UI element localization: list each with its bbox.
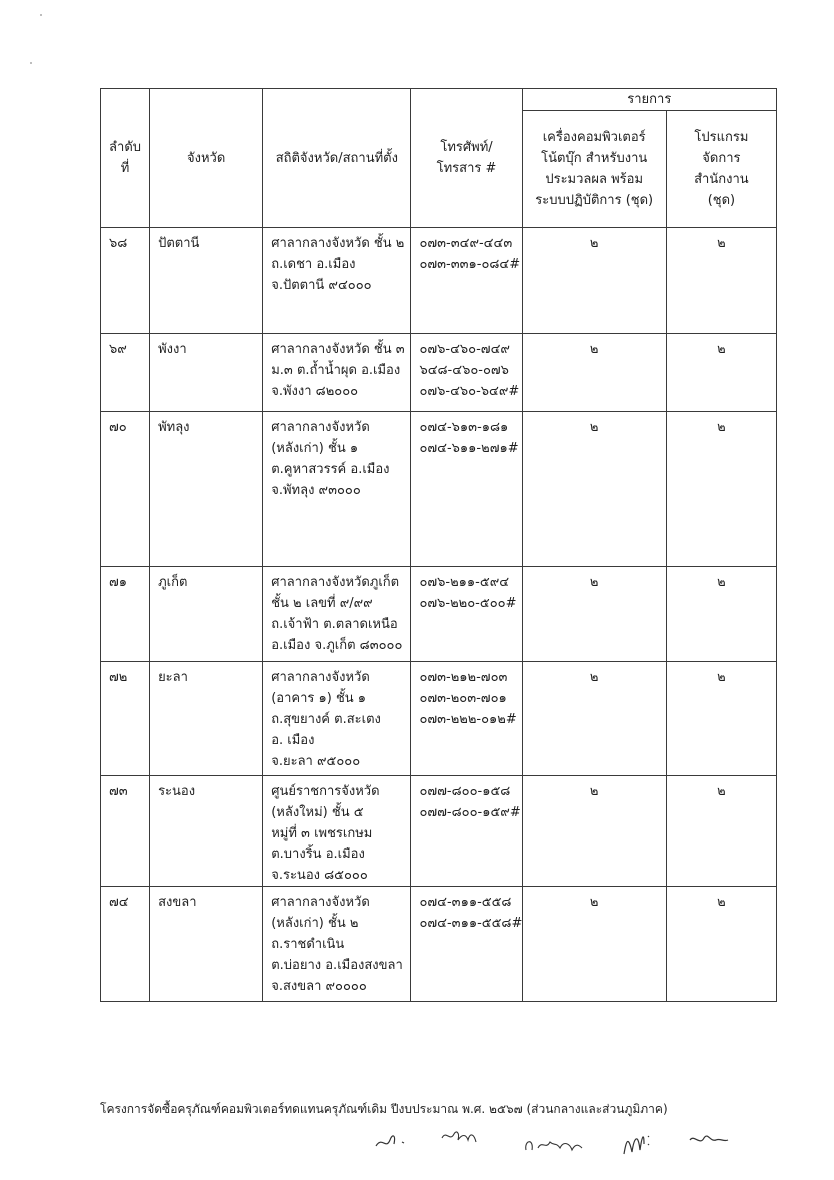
footer-project-note: โครงการจัดซื้อครุภัณฑ์คอมพิวเตอร์ทดแทนครุภัณฑ์เดิม ปีงบประมาณ พ.ศ. ๒๕๖๗ (ส่วนกลางและส่วนภูมิภาค)	[100, 1102, 668, 1116]
scan-speck	[30, 62, 32, 64]
row-phone: ๐๗๔-๖๑๓-๑๘๑ ๐๗๔-๖๑๑-๒๗๑#	[411, 412, 522, 567]
row-phone: ๐๗๖-๔๖๐-๗๔๙ ๖๔๘-๔๖๐-๐๗๖ ๐๗๖-๔๖๐-๖๔๙#	[411, 334, 522, 412]
signature-initials	[618, 1120, 658, 1160]
row-number: ๗๑	[101, 567, 150, 662]
table-row	[101, 567, 777, 662]
row-address: ศาลากลางจังหวัด (อาคาร ๑) ชั้น ๑ ถ.สุขยางค์ ต.สะเตง อ. เมือง จ.ยะลา ๙๕๐๐๐	[263, 662, 411, 776]
header-order: ลำดับ ที่	[101, 89, 150, 228]
row-notebook-count: ๒	[522, 412, 666, 567]
row-phone: ๐๗๔-๓๑๑-๕๕๘ ๐๗๔-๓๑๑-๕๕๘#	[411, 887, 522, 1002]
table-row	[101, 412, 777, 567]
table-row	[101, 776, 777, 887]
row-province: พัทลุง	[150, 412, 263, 567]
row-software-count: ๒	[666, 228, 776, 334]
header-province: จังหวัด	[150, 89, 263, 228]
row-province: ยะลา	[150, 662, 263, 776]
row-province: ปัตตานี	[150, 228, 263, 334]
row-number: ๗๐	[101, 412, 150, 567]
row-number: ๗๔	[101, 887, 150, 1002]
header-items-group: รายการ	[522, 89, 776, 111]
row-province: ระนอง	[150, 776, 263, 887]
row-number: ๗๓	[101, 776, 150, 887]
row-software-count: ๒	[666, 776, 776, 887]
row-province: สงขลา	[150, 887, 263, 1002]
row-notebook-count: ๒	[522, 334, 666, 412]
signature-initials	[370, 1120, 430, 1160]
row-address: ศาลากลางจังหวัด ชั้น ๒ ถ.เดชา อ.เมือง จ.ปัตตานี ๙๔๐๐๐	[263, 228, 411, 334]
row-address: ศาลากลางจังหวัด ชั้น ๓ ม.๓ ต.ถ้ำน้ำผุด อ.เมือง จ.พังงา ๘๒๐๐๐	[263, 334, 411, 412]
row-province: ภูเก็ต	[150, 567, 263, 662]
table-row	[101, 662, 777, 776]
row-phone: ๐๗๓-๒๑๒-๗๐๓ ๐๗๓-๒๐๓-๗๐๑ ๐๗๓-๒๒๒-๐๑๒#	[411, 662, 522, 776]
equipment-allocation-table	[100, 88, 777, 1002]
row-phone: ๐๗๓-๓๔๙-๔๔๓ ๐๗๓-๓๓๑-๐๘๔#	[411, 228, 522, 334]
table-row	[101, 334, 777, 412]
row-software-count: ๒	[666, 334, 776, 412]
row-software-count: ๒	[666, 662, 776, 776]
row-address: ศาลากลางจังหวัด (หลังเก่า) ชั้น ๒ ถ.ราชดำเนิน ต.บ่อยาง อ.เมืองสงขลา จ.สงขลา ๙๐๐๐๐	[263, 887, 411, 1002]
row-address: ศาลากลางจังหวัดภูเก็ต ชั้น ๒ เลขที่ ๙/๙๙ ถ.เจ้าฟ้า ต.ตลาดเหนือ อ.เมือง จ.ภูเก็ต ๘๓๐๐๐	[263, 567, 411, 662]
table-row	[101, 228, 777, 334]
signature-initials	[436, 1120, 486, 1160]
signature-initials	[520, 1120, 590, 1160]
header-phone: โทรศัพท์/โทรสาร #	[411, 89, 522, 228]
header-office: สถิติจังหวัด/สถานที่ตั้ง	[263, 89, 411, 228]
header-notebook: เครื่องคอมพิวเตอร์ โน้ตบุ๊ก สำหรับงานประมวลผล พร้อมระบบปฏิบัติการ (ชุด)	[522, 111, 666, 228]
row-software-count: ๒	[666, 567, 776, 662]
table-row	[101, 887, 777, 1002]
row-number: ๖๘	[101, 228, 150, 334]
row-notebook-count: ๒	[522, 228, 666, 334]
row-notebook-count: ๒	[522, 567, 666, 662]
row-number: ๗๒	[101, 662, 150, 776]
row-notebook-count: ๒	[522, 887, 666, 1002]
header-software: โปรแกรมจัดการ สำนักงาน (ชุด)	[666, 111, 776, 228]
scan-speck	[40, 14, 42, 16]
row-number: ๖๙	[101, 334, 150, 412]
row-address: ศาลากลางจังหวัด (หลังเก่า) ชั้น ๑ ต.คูหาสวรรค์ อ.เมือง จ.พัทลุง ๙๓๐๐๐	[263, 412, 411, 567]
row-notebook-count: ๒	[522, 776, 666, 887]
row-phone: ๐๗๖-๒๑๑-๕๙๔ ๐๗๖-๒๒๐-๕๐๐#	[411, 567, 522, 662]
row-phone: ๐๗๗-๘๐๐-๑๕๘ ๐๗๗-๘๐๐-๑๕๙#	[411, 776, 522, 887]
signature-initials	[684, 1120, 734, 1160]
row-province: พังงา	[150, 334, 263, 412]
row-software-count: ๒	[666, 412, 776, 567]
row-software-count: ๒	[666, 887, 776, 1002]
row-address: ศูนย์ราชการจังหวัด (หลังใหม่) ชั้น ๕ หมู่ที่ ๓ เพชรเกษม ต.บางริ้น อ.เมือง จ.ระนอง ๘๕๐๐๐	[263, 776, 411, 887]
row-notebook-count: ๒	[522, 662, 666, 776]
